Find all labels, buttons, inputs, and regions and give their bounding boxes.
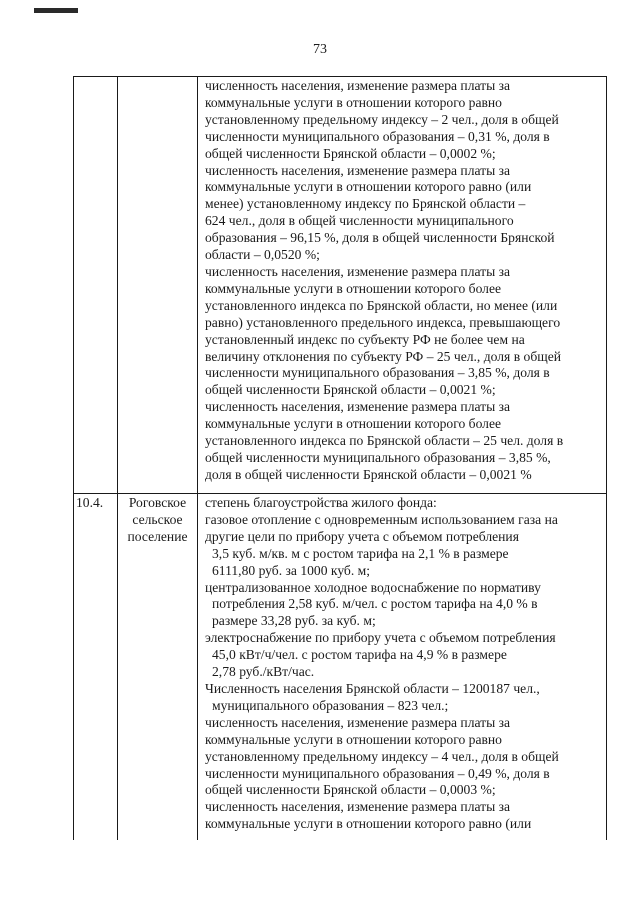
text-line: потребления 2,58 куб. м/чел. с ростом тарифа на 4,0 % в xyxy=(212,596,538,612)
text-line: равно) установленного предельного индекса, превышающего xyxy=(205,314,561,330)
text-line: численность населения, изменение размера платы за xyxy=(205,399,511,415)
text-line: общей численности Брянской области – 0,0003 %; xyxy=(205,782,496,798)
text-line: Численность населения Брянской области – 1200187 чел., xyxy=(205,680,540,696)
municipal-table xyxy=(73,76,607,840)
text-line: муниципального образования – 823 чел.; xyxy=(212,697,449,713)
row-text xyxy=(198,77,607,494)
text-line: доля в общей численности Брянской области – 0,0021 % xyxy=(205,466,532,482)
text-line: численность населения, изменение размера платы за xyxy=(205,78,511,93)
text-line: коммунальные услуги в отношении которого более xyxy=(205,416,502,432)
text-line: размере 33,28 руб. за куб. м; xyxy=(212,613,376,629)
text-line: коммунальные услуги в отношении которого равно (или xyxy=(205,816,532,832)
text-line: установленному предельному индексу – 2 чел., доля в общей xyxy=(205,111,559,127)
text-line: численности муниципального образования – 3,85 %, доля в xyxy=(205,365,550,381)
text-line: установленного индекса по Брянской области – 25 чел. доля в xyxy=(205,433,564,449)
row-number xyxy=(74,77,118,494)
text-line: менее) установленному индексу по Брянской области – xyxy=(205,196,526,212)
text-line: численность населения, изменение размера платы за xyxy=(205,799,511,815)
text-line: 2,78 руб./кВт/час. xyxy=(212,664,315,680)
text-line: 45,0 кВт/ч/чел. с ростом тарифа на 4,9 % в размере xyxy=(212,647,507,663)
text-line: общей численности Брянской области – 0,0002 %; xyxy=(205,145,496,161)
page-number: 73 xyxy=(313,42,327,57)
text-line: коммунальные услуги в отношении которого равно (или xyxy=(205,179,532,195)
municipality-line: сельское xyxy=(132,511,183,527)
text-line: установленному предельному индексу – 4 чел., доля в общей xyxy=(205,748,559,764)
text-line: численность населения, изменение размера платы за xyxy=(205,263,511,279)
text-line: величину отклонения по субъекту РФ – 25 чел., доля в общей xyxy=(205,348,562,364)
municipality-line: поселение xyxy=(127,528,188,544)
text-line: электроснабжение по прибору учета с объемом потребления xyxy=(205,630,556,646)
table-row xyxy=(74,77,607,494)
text-line: численность населения, изменение размера платы за xyxy=(205,162,511,178)
text-line: установленный индекс по субъекту РФ не более чем на xyxy=(205,331,525,347)
text-line: области – 0,0520 %; xyxy=(205,247,320,263)
table-row xyxy=(74,494,607,841)
text-line: численности муниципального образования – 0,31 %, доля в xyxy=(205,128,550,144)
municipality-line: Роговское xyxy=(128,495,187,510)
text-line: коммунальные услуги в отношении которого равно xyxy=(205,731,502,747)
row-text xyxy=(198,494,607,841)
text-line: другие цели по прибору учета с объемом потребления xyxy=(205,528,519,544)
municipality-name xyxy=(118,77,198,494)
text-line: установленного индекса по Брянской области, но менее (или xyxy=(205,297,558,313)
row-number: 10.4. xyxy=(74,494,118,841)
text-line: централизованное холодное водоснабжение по нормативу xyxy=(205,579,541,595)
text-line: численность населения, изменение размера платы за xyxy=(205,714,511,730)
text-line: 3,5 куб. м/кв. м с ростом тарифа на 2,1 % в размере xyxy=(212,545,509,561)
text-line: 624 чел., доля в общей численности муниципального xyxy=(205,213,514,229)
text-line: общей численности Брянской области – 0,0021 %; xyxy=(205,382,496,398)
text-line: образования – 96,15 %, доля в общей численности Брянской xyxy=(205,230,555,246)
text-line: степень благоустройства жилого фонда: xyxy=(205,495,437,510)
text-line: общей численности муниципального образования – 3,85 %, xyxy=(205,449,551,465)
text-line: газовое отопление с одновременным использованием газа на xyxy=(205,511,558,527)
text-line: коммунальные услуги в отношении которого более xyxy=(205,280,502,296)
text-line: численности муниципального образования – 0,49 %, доля в xyxy=(205,765,550,781)
scan-mark xyxy=(34,8,78,13)
text-line: 6111,80 руб. за 1000 куб. м; xyxy=(212,562,371,578)
municipality-name xyxy=(118,494,198,841)
text-line: коммунальные услуги в отношении которого равно xyxy=(205,94,502,110)
